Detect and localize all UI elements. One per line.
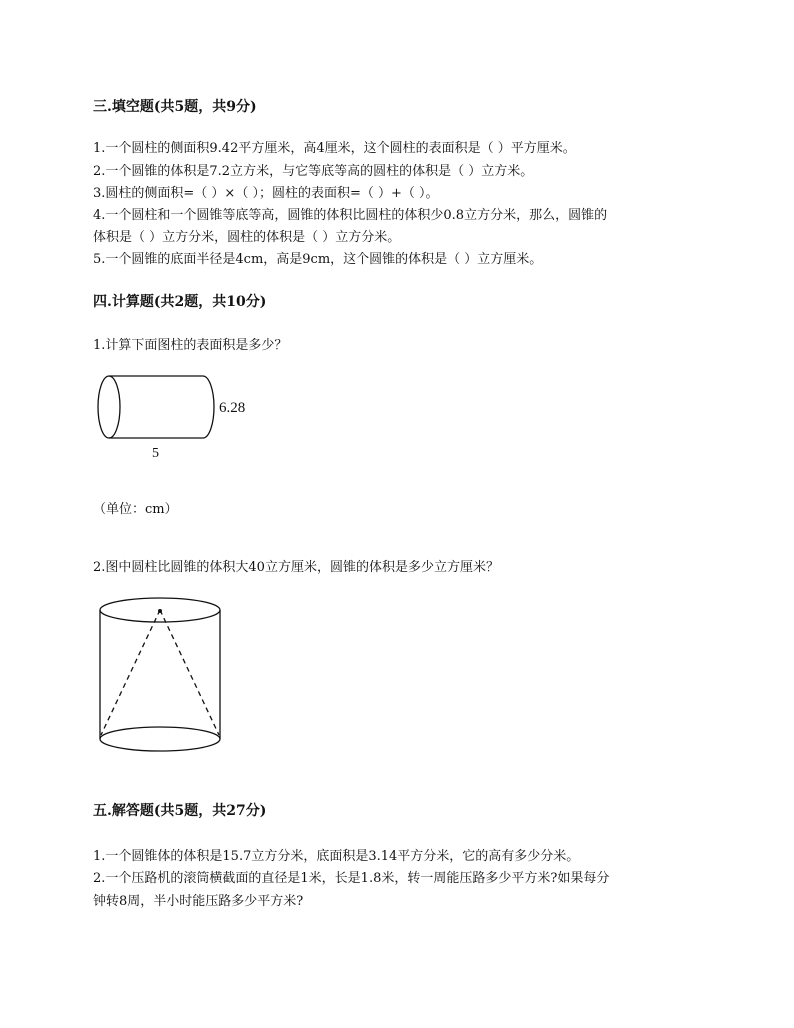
cone-right-slant xyxy=(160,610,219,735)
cylinder-with-cone-figure xyxy=(94,595,229,760)
cylinder-length-label: 5 xyxy=(152,446,159,461)
section-3-question-5: 5.一个圆锥的底面半径是4cm，高是9cm，这个圆锥的体积是（ ）立方厘米。 xyxy=(93,252,543,267)
cylinder-right-end xyxy=(203,376,214,438)
section-3-question-2: 2.一个圆锥的体积是7.2立方米，与它等底等高的圆柱的体积是（ ）立方米。 xyxy=(93,164,534,179)
horizontal-cylinder-figure xyxy=(95,372,265,467)
section-5-heading: 五.解答题(共5题，共27分) xyxy=(93,803,267,819)
section-3-question-3: 3.圆柱的侧面积=（ ）×（ ）；圆柱的表面积=（ ）+（ ）。 xyxy=(93,186,439,201)
cone-apex-point xyxy=(158,609,162,613)
section-4-heading: 四.计算题(共2题，共10分) xyxy=(93,294,267,310)
cylinder-height-label: 6.28 xyxy=(219,400,246,416)
unit-note: （单位：cm） xyxy=(93,502,178,517)
section-3-question-4-line-1: 4.一个圆柱和一个圆锥等底等高，圆锥的体积比圆柱的体积少0.8立方分米，那么，圆锥的 xyxy=(93,208,608,223)
section-3-question-4-line-2: 体积是（ ）立方分米，圆柱的体积是（ ）立方分米。 xyxy=(93,230,401,245)
section-4-question-2: 2.图中圆柱比圆锥的体积大40立方厘米，圆锥的体积是多少立方厘米？ xyxy=(93,560,499,575)
section-3-heading: 三.填空题(共5题，共9分) xyxy=(93,99,257,115)
section-5-question-2-line-1: 2.一个压路机的滚筒横截面的直径是1米，长是1.8米，转一周能压路多少平方米?如果每分 xyxy=(93,871,610,886)
cylinder-left-end xyxy=(98,376,120,438)
cylinder-base-ellipse xyxy=(100,727,220,751)
section-5-question-1: 1.一个圆锥体的体积是15.7立方分米，底面积是3.14平方分米，它的高有多少分米。 xyxy=(93,849,580,864)
section-4-question-1: 1.计算下面图柱的表面积是多少？ xyxy=(93,338,288,353)
cone-left-slant xyxy=(101,610,160,735)
section-3-question-1: 1.一个圆柱的侧面积9.42平方厘米，高4厘米，这个圆柱的表面积是（ ）平方厘米。 xyxy=(93,141,576,156)
section-5-question-2-line-2: 钟转8周，半小时能压路多少平方米? xyxy=(93,894,304,909)
